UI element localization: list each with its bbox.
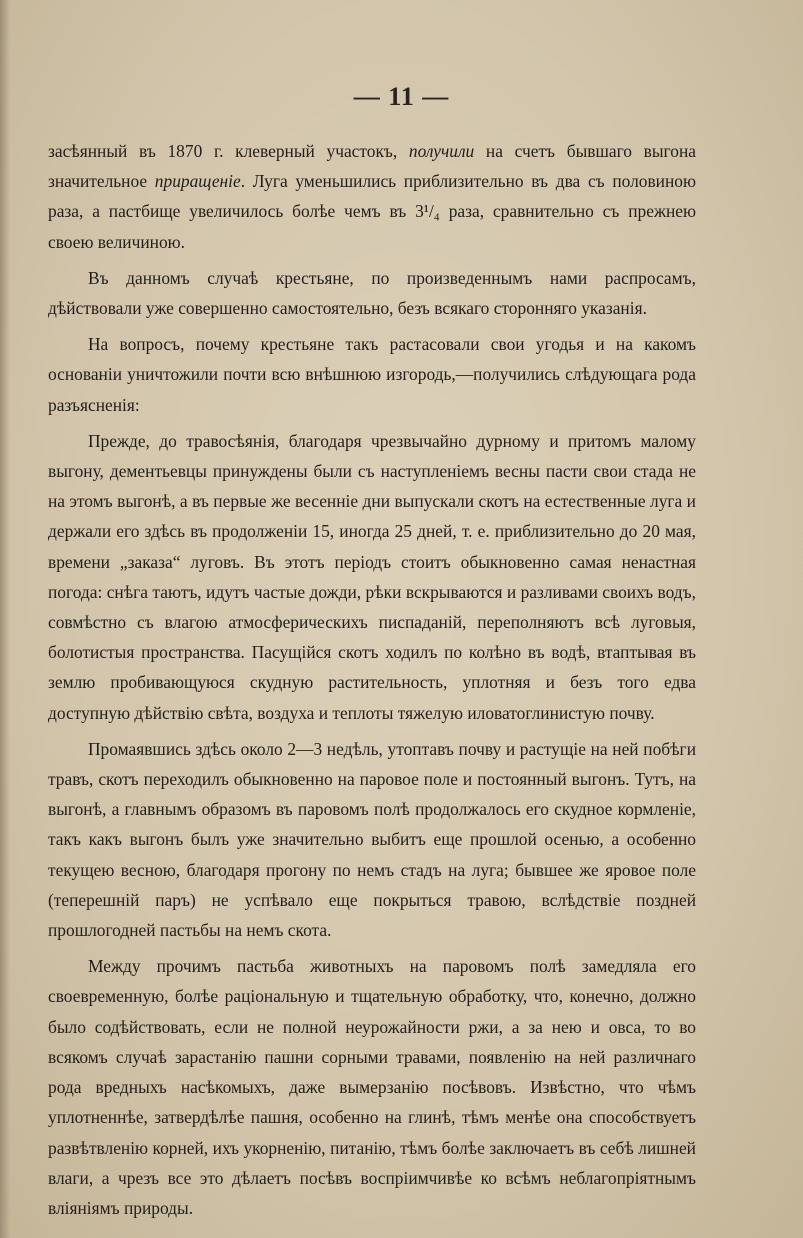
paragraph-2: Въ данномъ случаѣ крестьяне, по произведеннымъ нами распросамъ, дѣйствовали уже совершенно самостоятельно, безъ всякаго сторонняго указанія.	[48, 267, 696, 319]
paragraph-3: На вопросъ, почему крестьяне такъ растасовали свои угодья и на какомъ основаніи уничтожили почти всю внѣшнюю изгородь,—получились слѣдующага рода разъясненія:	[48, 334, 696, 415]
body-text	[48, 136, 696, 1229]
emphasis-received: получили	[408, 141, 475, 161]
paragraph-5: Промаявшись здѣсь около 2—3 недѣль, утоптавъ почву и растущіе на ней побѣги травъ, скотъ переходилъ обыкновенно на паровое поле и постоянный выгонъ. Тутъ, на выгонѣ, а главнымъ образомъ въ паровомъ полѣ продолжалось его скудное кормленіе, такъ какъ выгонъ былъ уже значительно выбитъ еще прошлой осенью, а особенно текущею весною, благодаря прогону по немъ стадъ на луга; бывшее же яровое поле (теперешній паръ) не успѣвало еще покрыться травою, вслѣдствіе поздней прошлогодней пастьбы на немъ скота.	[48, 738, 696, 941]
paragraph-1: засѣянный въ 1870 г. клеверный участокъ, получили на счетъ бывшаго выгона значительное приращеніе. Луга уменьшились приблизительно въ два съ половиною раза, а пастбище увеличилось болѣе чемъ въ 3¹/₄ раза, сравнительно съ прежнею своею величиною.	[48, 141, 696, 252]
paragraph-6: Между прочимъ пастьба животныхъ на паровомъ полѣ замедляла его своевременную, болѣе раціональную и тщательную обработку, что, конечно, должно было содѣйствовать, если не полной неурожайности ржи, а за нею и овса, то во всякомъ случаѣ зарастанію пашни сорными травами, появленію на ней различнаго рода вредныхъ насѣкомыхъ, даже вымерзанію посѣвовъ. Извѣстно, что чѣмъ уплотненнѣе, затвердѣлѣе пашня, особенно на глинѣ, тѣмъ менѣе она способствуетъ развѣтвленію корней, ихъ укорненію, питанію, тѣмъ болѣе заключаетъ въ себѣ лишней влаги, а чрезъ все это дѣлаетъ посѣвъ воспріимчивѣе ко всѣмъ неблагопріятнымъ вліяніямъ природы.	[48, 956, 696, 1218]
emphasis-increase: приращеніе	[154, 171, 241, 192]
paragraph-4: Прежде, до травосѣянія, благодаря чрезвычайно дурному и притомъ малому выгону, дементьевцы принуждены были съ наступленіемъ весны пасти свои стада не на этомъ выгонѣ, а въ первые же весенніе дни выпускали скотъ на естественные луга и держали его здѣсь въ продолженіи 15, иногда 25 дней, т. е. приблизительно до 20 мая, времени „заказа“ луговъ. Въ этотъ періодъ стоитъ обыкновенно самая ненастная погода: снѣга таютъ, идутъ частые дожди, рѣки вскрываются и разливами своихъ водъ, совмѣстно съ влагою атмосферическихъ писпаданій, переполняютъ всѣ луговыя, болотистыя пространства. Пасущійся скотъ ходилъ по колѣно въ водѣ, втаптывая въ землю пробивающуюся скудную растительность, уплотняя и безъ того едва доступную дѣйствію свѣта, воздуха и теплоты тяжелую иловатоглинистую почву.	[48, 430, 696, 723]
page-number: — 11 —	[353, 82, 450, 111]
page-shadow-edge	[0, 0, 10, 1238]
